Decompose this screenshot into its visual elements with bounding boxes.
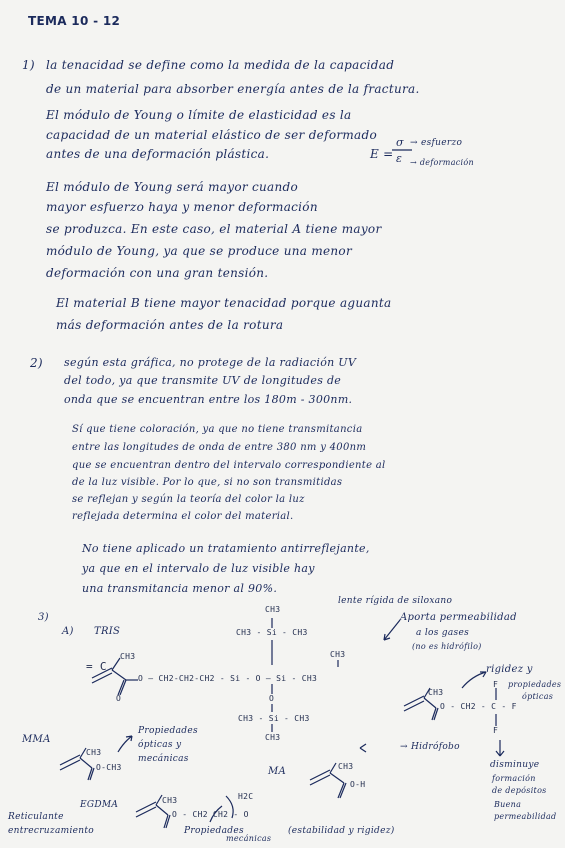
q1-line-5: antes de una deformación plástica. — [46, 147, 270, 161]
q2-para2-line-5: se reflejan y según la teoría del color la luz — [72, 494, 305, 505]
q1-para2-line-1: El módulo de Young será mayor cuando — [46, 180, 299, 194]
q1-line-4: capacidad de un material elástico de ser deformado — [46, 128, 378, 142]
q1-line-1: la tenacidad se define como la medida de la capacidad — [46, 58, 395, 72]
q1-line-3: El módulo de Young o límite de elasticidad es la — [46, 108, 352, 122]
hidrofobo-note: → Hidrófobo — [400, 742, 460, 752]
tris-si-bottom: CH3 - Si - CH3 — [238, 714, 310, 723]
q2-para2-line-2: entre las longitudes de onda de entre 380 nm y 400nm — [72, 442, 367, 453]
mma-och3: O-CH3 — [96, 763, 122, 772]
mma-prop-line-2: ópticas y — [138, 740, 182, 750]
tris-o-carbonyl: O — [116, 694, 122, 703]
q1-number: 1) — [22, 58, 35, 72]
formacion-line-2: de depósitos — [492, 786, 547, 795]
fluoro-prop-line-2: ópticas — [522, 692, 554, 701]
q2-para3-line-1: No tiene aplicado un tratamiento antirreflejante, — [82, 542, 370, 555]
aporta-line-3: (no es hidrófilo) — [412, 642, 482, 651]
fluoro-f-bottom: F — [493, 726, 499, 735]
formula-note-deformacion: → deformación — [410, 158, 474, 167]
tris-ch3-top: CH3 — [265, 605, 281, 614]
q2-para1-line-2: del todo, ya que transmite UV de longitudes de — [64, 374, 342, 387]
mma-ch3: CH3 — [86, 748, 102, 757]
q1-para3-line-2: más deformación antes de la rotura — [56, 318, 284, 332]
egdma-label: EGDMA — [80, 800, 119, 810]
young-formula-lhs: E = — [370, 147, 394, 161]
formula-note-esfuerzo: → esfuerzo — [410, 138, 463, 148]
ma-ch3: CH3 — [338, 762, 354, 771]
q2-para2-line-1: Sí que tiene coloración, ya que no tiene transmitancia — [72, 424, 363, 435]
fluoro-ch3: CH3 — [428, 688, 444, 697]
buena-line-2: permeabilidad — [494, 812, 557, 821]
egdma-prop: Propiedades — [184, 826, 244, 836]
q1-para2-line-3: se produzca. En este caso, el material A tiene mayor — [46, 222, 382, 236]
ma-oh: O-H — [350, 780, 366, 789]
ma-label: MA — [268, 766, 287, 777]
aporta-line-1: Aporta permeabilidad — [400, 612, 517, 623]
q3-number: 3) — [38, 612, 49, 623]
mma-prop-line-1: Propiedades — [138, 726, 198, 736]
q2-para1-line-1: según esta gráfica, no protege de la radiación UV — [64, 356, 357, 369]
egdma-estab: (estabilidad y rigidez) — [288, 826, 395, 836]
buena-line-1: Buena — [494, 800, 522, 809]
fluoro-chain: O - CH2 - C - F — [440, 702, 517, 711]
formacion-line-1: formación — [492, 774, 536, 783]
egdma-mec: mecánicas — [226, 834, 272, 843]
q2-para3-line-2: ya que en el intervalo de luz visible hay — [82, 562, 315, 575]
tris-si-top: CH3 - Si - CH3 — [236, 628, 308, 637]
aporta-line-2: a los gases — [416, 628, 469, 638]
q2-para2-line-4: de la luz visible. Por lo que, si no son transmitidas — [72, 477, 343, 488]
mma-prop-line-3: mecánicas — [138, 754, 189, 764]
q2-para1-line-3: onda que se encuentran entre los 180m - 300nm. — [64, 393, 353, 406]
disminuye-note: disminuye — [490, 760, 540, 770]
tris-ch3-small: CH3 — [330, 650, 346, 659]
q2-number: 2) — [30, 356, 43, 370]
young-formula-numerator: σ — [396, 136, 404, 149]
q3-part-a: A) — [62, 626, 74, 637]
tris-backbone: O — CH2-CH2-CH2 - Si - O — Si - CH3 — [138, 674, 318, 683]
egdma-side-line-2: entrecruzamiento — [8, 826, 94, 836]
q1-para2-line-5: deformación con una gran tensión. — [46, 266, 269, 280]
tris-ch3-bottom: CH3 — [265, 733, 281, 742]
q2-para2-line-6: reflejada determina el color del material. — [72, 511, 294, 522]
fluoro-f-top: F — [493, 680, 499, 689]
q1-para3-line-1: El material B tiene mayor tenacidad porque aguanta — [56, 296, 392, 310]
tris-label: TRIS — [94, 626, 121, 637]
tris-ch3-mid: CH3 — [120, 652, 136, 661]
page-title: TEMA 10 - 12 — [28, 14, 121, 28]
lente-rigida-note: lente rígida de siloxano — [338, 596, 453, 606]
q1-para2-line-2: mayor esfuerzo haya y menor deformación — [46, 200, 318, 214]
q2-para2-line-3: que se encuentran dentro del intervalo correspondiente al — [72, 460, 386, 471]
egdma-ch3: CH3 — [162, 796, 178, 805]
q1-para2-line-4: módulo de Young, ya que se produce una menor — [46, 244, 352, 258]
q1-line-2: de un material para absorber energía antes de la fractura. — [46, 82, 420, 96]
tris-o-mid: O — [269, 694, 275, 703]
egdma-h2c: H2C — [238, 792, 254, 801]
mma-label: MMA — [22, 734, 51, 745]
rigidez-note: rigidez y — [486, 664, 533, 675]
tris-c-eq: = C — [86, 660, 107, 673]
fluoro-prop-line-1: propiedades — [508, 680, 562, 689]
egdma-chain: O - CH2 CH2 - O — [172, 810, 249, 819]
egdma-side-line-1: Reticulante — [8, 812, 64, 822]
young-formula-denominator: ε — [396, 152, 403, 165]
q2-para3-line-3: una transmitancia menor al 90%. — [82, 582, 278, 595]
